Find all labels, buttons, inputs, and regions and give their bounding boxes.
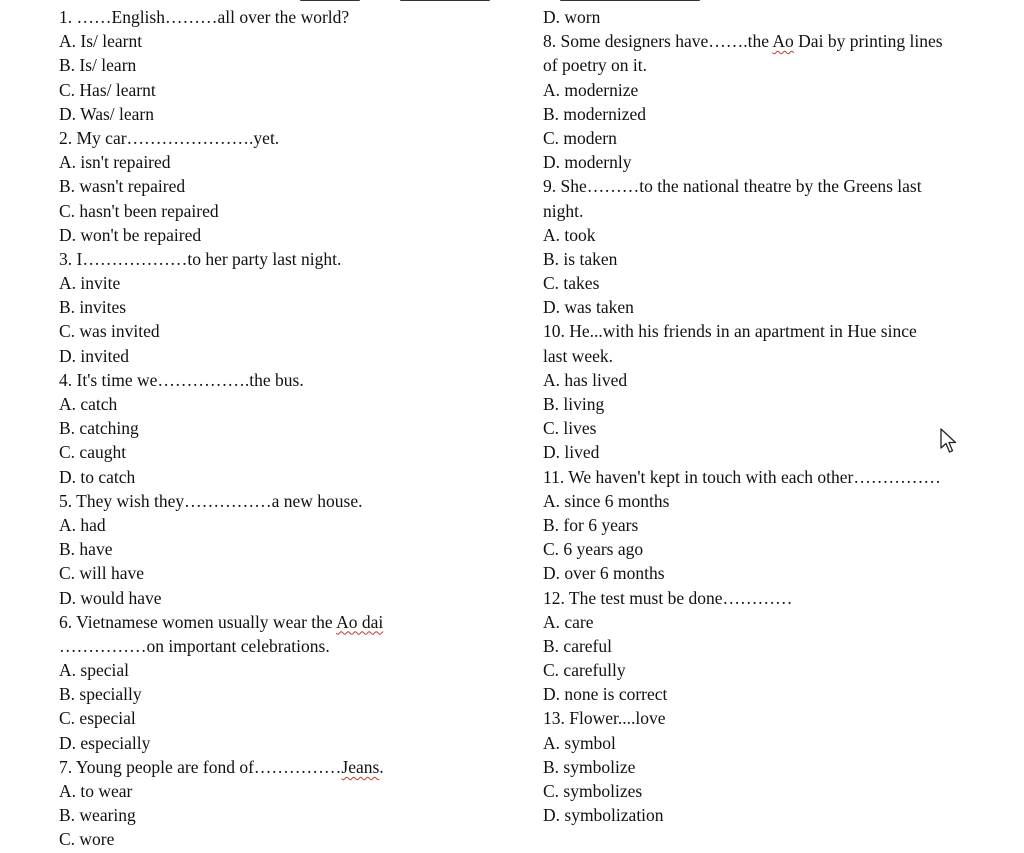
right-column-line: 12. The test must be done………… [543,587,793,608]
left-column-line: 1. ……English………all over the world? [59,7,350,27]
left-column-line: A. Is/ learnt [59,31,143,52]
left-column-line: A. had [59,514,106,535]
spellcheck-word: Jeans [341,756,380,777]
left-column-line: A. to wear [59,781,133,801]
right-column-line: 8. Some designers have…….the Ao Dai by printing lines [543,31,943,52]
right-column-line: C. takes [543,273,600,294]
right-column-line: C. lives [543,418,597,439]
left-column-line: A. isn't repaired [59,152,171,173]
left-column-line: A. special [59,660,129,681]
right-column-line: B. symbolize [543,756,636,777]
spellcheck-word: Ao [772,31,794,52]
right-column-line: A. symbol [543,732,616,753]
right-column-line: A. has lived [543,369,628,390]
left-column-line: A. invite [59,273,121,294]
right-column-line: B. is taken [543,248,618,269]
right-column-line: A. since 6 months [543,490,670,511]
left-column-line: B. Is/ learn [59,55,137,76]
left-column-line: D. won't be repaired [59,224,202,245]
right-column-line: D. modernly [543,152,632,173]
right-column-line: D. over 6 months [543,563,665,584]
left-column-line: B. specially [59,684,142,705]
right-column-line: 9. She………to the national theatre by the Greens last [543,176,922,197]
left-column-line: 6. Vietnamese women usually wear the Ao dai [59,611,384,632]
left-column-line: C. will have [59,563,145,584]
right-column-line: C. symbolizes [543,781,643,801]
left-column-line: D. invited [59,345,129,366]
right-column-line: A. took [543,224,596,245]
right-column-line: D. symbolization [543,805,664,826]
left-column-line: C. especial [59,708,136,729]
left-column-line: B. catching [59,418,139,439]
left-column-line: C. Has/ learnt [59,79,156,100]
left-column-line: A. catch [59,394,118,414]
right-column-line: B. modernized [543,103,647,124]
right-column-line: B. living [543,394,605,414]
right-column-line: D. lived [543,442,600,463]
right-column-line: A. modernize [543,79,639,100]
right-column-line: D. worn [543,7,601,27]
right-column-line: D. was taken [543,297,634,318]
left-column [59,0,529,852]
left-column-line: ……………on important celebrations. [59,635,330,656]
right-column-line: 10. He...with his friends in an apartment in Hue since [543,321,917,342]
spellcheck-word: Ao dai [336,611,384,632]
left-column-line: B. have [59,539,113,560]
left-column-line: 3. I………………to her party last night. [59,248,342,269]
right-column-line: B. careful [543,635,612,656]
left-column-line: B. wasn't repaired [59,176,186,197]
left-column-line: C. caught [59,442,127,463]
left-column-line: D. especially [59,732,151,753]
right-column-line: B. for 6 years [543,514,639,535]
left-column-line: B. invites [59,297,127,318]
right-column-line: C. 6 years ago [543,539,644,560]
right-column-line: A. care [543,611,594,632]
left-column-line: D. would have [59,587,162,608]
right-column-line: of poetry on it. [543,55,648,76]
mouse-pointer-icon [940,428,958,454]
left-column-line: 2. My car………………….yet. [59,127,280,148]
left-column-line: 7. Young people are fond of……………Jeans. [59,756,384,777]
right-column-line: last week. [543,345,613,366]
left-column-line: D. Was/ learn [59,103,154,124]
left-column-line: C. was invited [59,321,160,342]
left-column-line: B. wearing [59,805,136,826]
right-column-line: C. carefully [543,660,626,681]
right-column-line: 11. We haven't kept in touch with each other…………… [543,466,941,487]
left-column-line: 4. It's time we…………….the bus. [59,369,304,390]
right-column-line: D. none is correct [543,684,668,705]
left-column-line: D. to catch [59,466,136,487]
right-column-line: night. [543,200,584,221]
right-column [543,0,1021,827]
left-column-line: C. wore [59,829,115,850]
right-column-line: 13. Flower....love [543,708,666,729]
right-column-line: C. modern [543,127,617,148]
left-column-line: C. hasn't been repaired [59,200,219,221]
left-column-line: 5. They wish they……………a new house. [59,490,363,511]
